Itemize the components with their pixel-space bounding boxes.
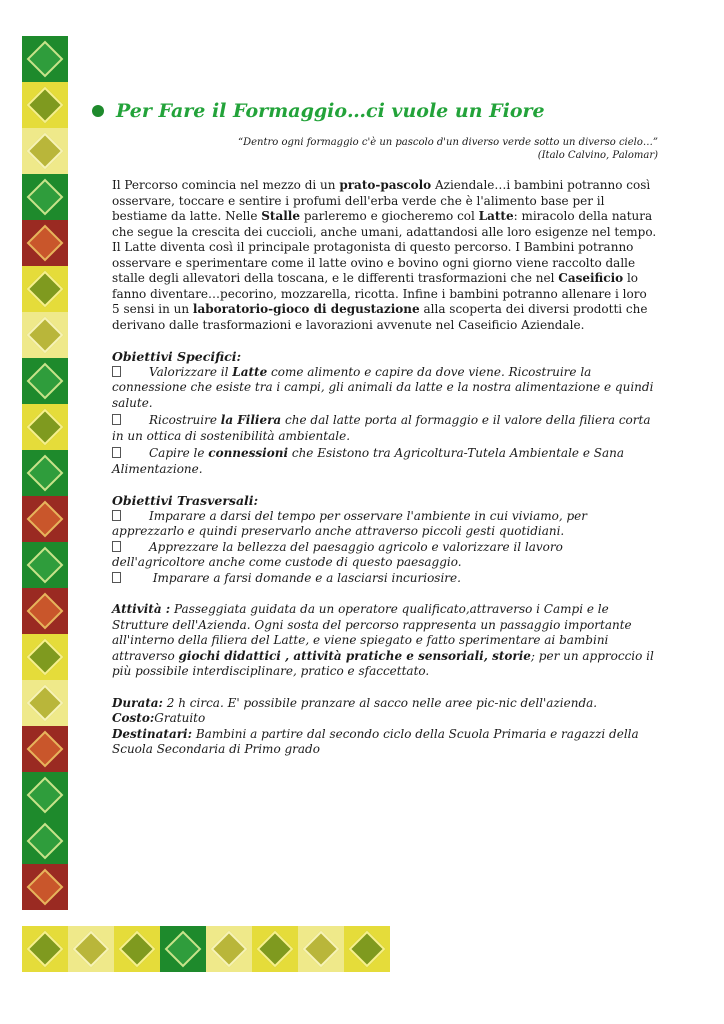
- title-row: [92, 100, 658, 122]
- border-tile: [206, 926, 252, 972]
- section-obiettivi-specifici: [112, 349, 658, 477]
- page-title: Per Fare il Formaggio…ci vuole un Fiore: [116, 100, 545, 122]
- text: Capire le: [149, 446, 209, 460]
- text: ; per un approccio il più possibile interdisciplinare, pratico e sfaccettato.: [112, 648, 654, 678]
- bold-text: giochi didattici , attività pratiche e sensoriali, storie: [178, 648, 531, 663]
- epigraph: [88, 136, 658, 162]
- quote-text: “Dentro ogni formaggio c'è un pascolo d'un diverso verde sotto un diverso cielo…”: [238, 137, 658, 148]
- border-tile: [298, 926, 344, 972]
- border-tile: [344, 926, 390, 972]
- text: Passeggiata guidata da un operatore qualificato,attraverso i Campi e le Strutture dell'Azienda. Ogni sosta del percorso rappresenta un passaggio importante all'interno della filiera del Latte, e viene spiegato e fatto sperimentare ai bambini attraverso: [112, 602, 632, 663]
- border-tile: [22, 926, 68, 972]
- list-item: [112, 413, 658, 444]
- list-item: [112, 365, 658, 412]
- list-item: [112, 540, 658, 571]
- border-tile: [22, 496, 68, 542]
- list-item: [112, 509, 658, 540]
- list-item: [112, 446, 658, 477]
- border-tile: [22, 266, 68, 312]
- durata-line: [112, 696, 658, 712]
- section-heading: Obiettivi Specifici:: [112, 349, 242, 364]
- border-tile: [22, 312, 68, 358]
- section-obiettivi-trasversali: [112, 493, 658, 586]
- border-tile: [68, 926, 114, 972]
- text: come alimento e capire da dove viene. Ricostruire la connessione che esiste tra i campi, gli animali da latte e la nostra alimentazione e quindi salute.: [112, 364, 654, 410]
- text: Il Percorso comincia nel mezzo di un: [112, 178, 340, 192]
- text: che Esistono tra Agricoltura-Tutela Ambientale e Sana Alimentazione.: [112, 446, 625, 476]
- border-tile: [252, 926, 298, 972]
- text: : miracolo della natura che segue la crescita dei cuccioli, anche umani, adattandosi alle loro esigenze nel tempo. Il Latte diventa così il principale protagonista di questo percorso. I Bambini potranno osservare e sperimentare come il latte ovino e bovino ogni giorno viene raccolto dalle stalle degli allevatori della toscana, e le differenti trasformazioni che nel: [112, 209, 657, 285]
- checkbox-icon: [112, 366, 121, 377]
- border-tile: [22, 174, 68, 220]
- checkbox-icon: [112, 510, 121, 521]
- border-tile: [22, 128, 68, 174]
- border-tile: [22, 772, 68, 818]
- text: Imparare a farsi domande e a lasciarsi incuriosire.: [149, 570, 461, 585]
- border-tile: [22, 818, 68, 864]
- text: lo fanno diventare…pecorino, mozzarella, ricotta. Infine i bambini potranno allenare i loro 5 sensi in un: [112, 271, 647, 316]
- list-item: [112, 571, 658, 587]
- bold-text: prato-pascolo: [339, 178, 432, 192]
- border-tile: [22, 82, 68, 128]
- border-tile: [22, 726, 68, 772]
- text: Bambini a partire dal secondo ciclo della Scuola Primaria e ragazzi della Scuola Secondaria di Primo grado: [112, 726, 639, 756]
- bold-text: Latte: [232, 364, 268, 379]
- text: parleremo e giocheremo col: [300, 209, 479, 223]
- checkbox-icon: [112, 572, 121, 583]
- text: Aziendale…i bambini potranno così osservare, toccare e sentire i profumi dell'erba verde che è l'alimento base per il bestiame da latte. Nelle: [112, 178, 651, 223]
- border-tile: [160, 926, 206, 972]
- checkbox-icon: [112, 447, 121, 458]
- destinatari-line: [112, 727, 658, 758]
- text: Valorizzare il: [149, 364, 233, 379]
- border-tile: [22, 864, 68, 910]
- section-heading: Obiettivi Trasversali:: [112, 493, 259, 508]
- border-tile: [22, 542, 68, 588]
- border-tile: [22, 358, 68, 404]
- border-tile: [22, 680, 68, 726]
- bold-text: Latte: [478, 209, 514, 223]
- border-tile: [22, 220, 68, 266]
- bold-text: la Filiera: [220, 413, 282, 427]
- border-tile: [22, 36, 68, 82]
- border-tile: [22, 634, 68, 680]
- section-info: [112, 696, 658, 758]
- bold-text: laboratorio-gioco di degustazione: [192, 302, 420, 316]
- border-tile: [22, 404, 68, 450]
- border-tile: [22, 588, 68, 634]
- bold-text: Caseificio: [558, 271, 624, 285]
- decorative-border-horizontal: [22, 926, 390, 972]
- section-attivita: [112, 602, 658, 680]
- text: 2 h circa. E' possibile pranzare al sacco nelle aree pic-nic dell'azienda.: [162, 695, 598, 710]
- text: Ricostruire: [149, 413, 221, 427]
- border-tile: [22, 450, 68, 496]
- border-tile: [114, 926, 160, 972]
- text: che dal latte porta al formaggio e il valore della filiera corta in un ottica di sostenibilità ambientale.: [112, 413, 651, 443]
- text: Imparare a darsi del tempo per osservare l'ambiente in cui viviamo, per apprezzarlo e quindi preservarlo anche attraverso piccoli gesti quotidiani.: [112, 508, 587, 538]
- bold-text: connessioni: [208, 446, 289, 460]
- quote-source: (Italo Calvino, Palomar): [537, 150, 658, 161]
- costo-line: [112, 711, 658, 727]
- checkbox-icon: [112, 414, 121, 425]
- label: Costo:: [112, 711, 155, 725]
- checkbox-icon: [112, 541, 121, 552]
- text: alla scoperta dei diversi prodotti che derivano dalle trasformazioni e lavorazioni avvenute nel Caseificio Aziendale.: [112, 302, 648, 332]
- bullet-icon: [92, 105, 104, 117]
- bold-text: Stalle: [261, 209, 301, 223]
- text: Gratuito: [154, 711, 206, 725]
- document-body: [88, 100, 658, 758]
- label: Attività :: [112, 602, 171, 616]
- intro-paragraph: [112, 178, 658, 333]
- label: Durata:: [112, 695, 163, 710]
- label: Destinatari:: [112, 726, 193, 741]
- decorative-border-vertical: [22, 36, 68, 910]
- text: Apprezzare la bellezza del paesaggio agricolo e valorizzare il lavoro dell'agricoltore anche come custode di questo paesaggio.: [112, 539, 563, 569]
